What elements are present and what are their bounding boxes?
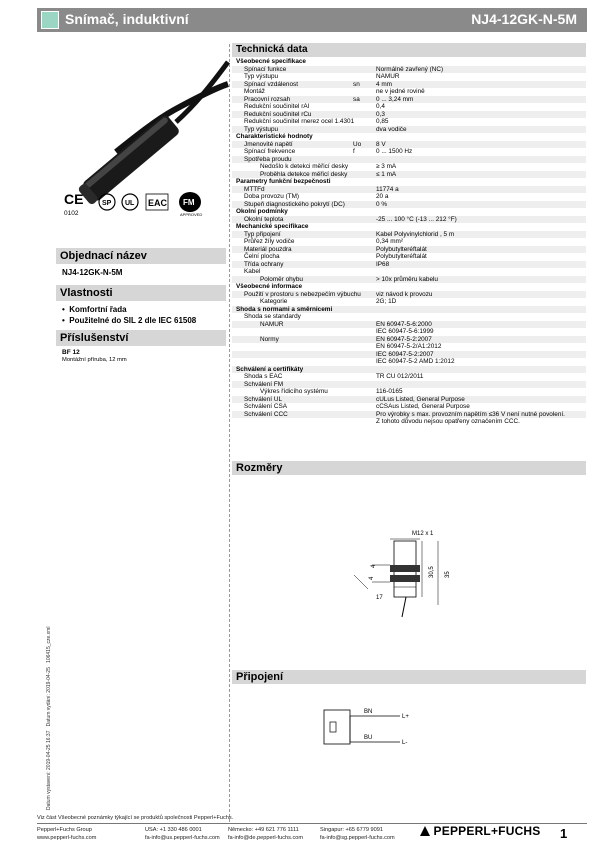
svg-text:17: 17 — [376, 595, 383, 601]
spec-row — [232, 171, 586, 179]
feature-item: • Komfortní řada — [62, 305, 127, 314]
spec-value: IEC 60947-5-6:1999 — [376, 328, 434, 335]
spec-symbol: sa — [353, 95, 360, 103]
svg-text:0102: 0102 — [64, 210, 79, 217]
spec-label: Pracovní rozsah — [244, 95, 291, 103]
spec-label: Shoda se standardy — [244, 313, 301, 320]
spec-row — [232, 88, 586, 96]
spec-label: Poloměr ohybu — [260, 275, 303, 283]
spec-label: Shoda s normami a směrnicemi — [236, 305, 333, 313]
spec-label: Redukční součinitel rnerez ocel 1.4301 — [244, 118, 355, 125]
spec-value: IEC 60947-5-2:2007 — [376, 350, 434, 358]
spec-row — [232, 351, 586, 359]
footer-usa-mail[interactable]: fa-info@us.pepperl-fuchs.com — [145, 835, 220, 841]
spec-row — [232, 396, 586, 404]
column-divider — [229, 44, 230, 822]
svg-text:SP: SP — [102, 200, 112, 207]
footer-de-mail[interactable]: fa-info@de.pepperl-fuchs.com — [228, 835, 304, 841]
spec-row — [232, 141, 586, 149]
spec-value: Normálně zavřený (NC) — [376, 65, 444, 73]
connection-title: Připojení — [232, 670, 586, 684]
spec-row — [232, 238, 586, 246]
spec-row — [232, 126, 586, 134]
spec-row — [232, 321, 586, 329]
footer-sg-phone: Singapur: +65 6779 9091 — [320, 827, 383, 833]
spec-value: Kabel Polyvinylchlorid , 5 m — [376, 230, 455, 238]
spec-label: Spínací funkce — [244, 65, 287, 73]
certification-marks — [62, 190, 222, 218]
svg-text:EAC: EAC — [148, 198, 168, 208]
spec-row — [232, 328, 586, 336]
spec-value: 4 mm — [376, 80, 392, 88]
spec-row — [232, 66, 586, 74]
spec-label: Stupeň diagnostického pokrytí (DC) — [244, 200, 345, 208]
spec-value: ne v jedné rovině — [376, 88, 425, 95]
spec-label: Typ výstupu — [244, 73, 279, 80]
spec-row — [232, 253, 586, 261]
spec-row — [232, 231, 586, 239]
spec-row — [232, 358, 586, 366]
document-header — [37, 8, 587, 32]
spec-value: EN 60947-5-2:2007 — [376, 335, 432, 343]
spec-row — [232, 81, 586, 89]
accessory-name: BF 12 — [62, 349, 80, 356]
spec-label: Schválení CSA — [244, 403, 287, 410]
spec-value: 11774 a — [376, 185, 399, 193]
feature-item: • Použitelné do SIL 2 dle IEC 61508 — [62, 316, 197, 325]
spec-label: Spotřeba proudu — [244, 155, 292, 163]
spec-group-heading — [232, 58, 586, 66]
spec-value: 0 % — [376, 200, 388, 208]
spec-row — [232, 148, 586, 156]
spec-value: TR CU 012/2011 — [376, 373, 424, 380]
spec-label: Kategorie — [260, 298, 288, 305]
spec-label: Typ připojení — [244, 230, 281, 238]
spec-group-heading — [232, 178, 586, 186]
spec-value: 0,34 mm² — [376, 238, 403, 245]
svg-text:FM: FM — [183, 198, 195, 207]
spec-row — [232, 276, 586, 284]
svg-text:UL: UL — [125, 200, 135, 207]
spec-label: Okolní teplota — [244, 215, 284, 223]
spec-label: Všeobecné specifikace — [236, 58, 306, 65]
spec-table — [232, 58, 586, 426]
spec-label: Schválení a certifikáty — [236, 365, 304, 373]
order-title: Objednací název — [56, 248, 226, 264]
footer-sg-mail[interactable]: fa-info@sg.pepperl-fuchs.com — [320, 835, 395, 841]
spec-row — [232, 373, 586, 381]
spec-value: IEC 60947-5-2 AMD 1:2012 — [376, 358, 455, 365]
spec-value: ≤ 1 mA — [376, 170, 397, 178]
accessories-title: Příslušenství — [56, 330, 226, 346]
svg-text:4: 4 — [371, 564, 377, 568]
spec-symbol: sn — [353, 80, 360, 88]
spec-label: Redukční součinitel rCu — [244, 110, 312, 118]
dimension-drawing — [340, 525, 450, 625]
spec-row — [232, 381, 586, 389]
spec-label: Typ výstupu — [244, 125, 279, 133]
category-square-icon — [41, 11, 59, 29]
dimensions-title: Rozměry — [232, 461, 586, 475]
spec-row — [232, 96, 586, 104]
spec-row — [232, 388, 586, 396]
spec-label: Všeobecné informace — [236, 283, 303, 290]
order-name: NJ4-12GK-N-5M — [62, 268, 123, 277]
spec-value: Pro výrobky s max. provozním napětím ≤36 V není nutné povolení. — [376, 410, 565, 418]
spec-value: Polybutylteréftalát — [376, 253, 427, 260]
spec-row — [232, 261, 586, 269]
spec-label: Charakteristické hodnoty — [236, 133, 313, 140]
spec-label: Spínací vzdálenost — [244, 80, 298, 88]
product-photo — [56, 40, 228, 170]
spec-value: viz návod k provozu — [376, 290, 433, 298]
accessory-desc: Montážní příruba, 12 mm — [62, 357, 127, 363]
svg-text:APPROVED: APPROVED — [180, 212, 203, 217]
spec-row — [232, 291, 586, 299]
spec-value: 2G; 1D — [376, 298, 397, 305]
spec-label: Doba provozu (TM) — [244, 193, 300, 200]
footer-web[interactable]: www.pepperl-fuchs.com — [37, 835, 97, 841]
spec-label: Proběhla detekce měřicí desky — [260, 170, 348, 178]
spec-value: Z tohoto důvodu nejsou opatřeny označením CCC. — [376, 418, 520, 425]
svg-text:BU: BU — [364, 735, 373, 741]
svg-text:CE: CE — [64, 191, 84, 207]
spec-label: Schválení CCC — [244, 410, 288, 418]
spec-value: 8 V — [376, 140, 386, 148]
spec-group-heading — [232, 208, 586, 216]
spec-label: Shoda s EAC — [244, 373, 283, 380]
spec-label: MTTFd — [244, 185, 265, 193]
spec-row — [232, 186, 586, 194]
footer-note: Viz část Všeobecné poznámky týkající se produktů společnosti Pepperl+Fuchs. — [37, 815, 234, 821]
spec-label: Použití v prostoru s nebezpečím výbuchu — [244, 290, 361, 298]
product-model: NJ4-12GK-N-5M — [471, 11, 577, 27]
spec-value: EN 60947-5-6:2000 — [376, 320, 432, 328]
page-number: 1 — [560, 826, 568, 841]
svg-text:L-: L- — [402, 740, 408, 746]
spec-group-heading — [232, 366, 586, 374]
svg-text:BN: BN — [364, 709, 373, 715]
footer-usa-phone: USA: +1 330 486 0001 — [145, 827, 202, 833]
spec-label: Mechanické specifikace — [236, 223, 309, 230]
logo-mark-icon — [420, 826, 430, 836]
spec-row — [232, 411, 586, 419]
spec-row — [232, 336, 586, 344]
spec-value: 20 a — [376, 193, 389, 200]
spec-label: Spínací frekvence — [244, 148, 296, 155]
spec-row — [232, 246, 586, 254]
spec-label: Kabel — [244, 268, 261, 275]
spec-row — [232, 298, 586, 306]
svg-text:35: 35 — [445, 571, 451, 578]
spec-row — [232, 118, 586, 126]
spec-group-heading — [232, 223, 586, 231]
svg-text:4: 4 — [369, 576, 375, 580]
connection-diagram — [320, 702, 440, 752]
spec-row — [232, 418, 586, 426]
spec-label: Okolní podmínky — [236, 208, 288, 215]
spec-value: EN 60947-5-2/A1:2012 — [376, 343, 442, 350]
footer-de-phone: Německo: +49 621 776 1111 — [228, 827, 299, 833]
spec-label: Montáž — [244, 88, 265, 95]
company-logo: PEPPERL+FUCHS — [420, 824, 541, 838]
spec-value: dva vodiče — [376, 125, 407, 133]
spec-value: IP68 — [376, 260, 390, 268]
spec-value: 0,3 — [376, 110, 385, 118]
side-metadata: Datum vystavení: 2019-04-25 16:37 Datum vydání: 2019-04-25 106415_cze.xml — [46, 626, 52, 810]
spec-value: > 10x průměru kabelu — [376, 275, 438, 283]
spec-label: Jmenovité napětí — [244, 140, 293, 148]
document-category-title: Snímač, induktivní — [65, 11, 189, 27]
spec-row — [232, 268, 586, 276]
spec-row — [232, 201, 586, 209]
spec-value: 0,4 — [376, 103, 385, 110]
spec-value: 116-0165 — [376, 388, 403, 395]
spec-row — [232, 111, 586, 119]
spec-group-heading — [232, 283, 586, 291]
spec-label: Redukční součinitel rAl — [244, 103, 310, 110]
spec-label: Třída ochrany — [244, 260, 284, 268]
spec-row — [232, 156, 586, 164]
spec-row — [232, 403, 586, 411]
spec-label: Parametry funkční bezpečnosti — [236, 178, 331, 185]
spec-label: NAMUR — [260, 320, 284, 328]
spec-value: -25 ... 100 °C (-13 ... 212 °F) — [376, 215, 457, 223]
svg-text:30,5: 30,5 — [429, 566, 435, 578]
spec-value: 0,85 — [376, 118, 389, 125]
spec-label: Schválení FM — [244, 380, 284, 388]
spec-value: cULus Listed, General Purpose — [376, 395, 465, 403]
spec-label: Normy — [260, 335, 279, 343]
spec-value: Polybutylteréftalát — [376, 245, 427, 253]
spec-row — [232, 343, 586, 351]
features-title: Vlastnosti — [56, 285, 226, 301]
spec-value: ≥ 3 mA — [376, 163, 397, 170]
spec-value: 0 ... 1500 Hz — [376, 148, 413, 155]
spec-label: Schválení UL — [244, 395, 283, 403]
spec-value: 0 ... 3,24 mm — [376, 95, 414, 103]
spec-value: NAMUR — [376, 73, 400, 80]
spec-symbol: Uo — [353, 140, 362, 148]
spec-row — [232, 73, 586, 81]
spec-label: Materiál pouzdra — [244, 245, 292, 253]
spec-label: Průřez žíly vodiče — [244, 238, 295, 245]
spec-label: Výkres řídicího systému — [260, 388, 328, 395]
tech-data-title: Technická data — [232, 43, 586, 57]
spec-label: Čelní plocha — [244, 253, 280, 260]
spec-group-heading — [232, 306, 586, 314]
spec-label: Nedošlo k detekci měřicí desky — [260, 163, 349, 170]
spec-row — [232, 163, 586, 171]
spec-row — [232, 193, 586, 201]
footer-company: Pepperl+Fuchs Group — [37, 827, 92, 833]
spec-row — [232, 216, 586, 224]
spec-row — [232, 313, 586, 321]
spec-row — [232, 103, 586, 111]
svg-text:L+: L+ — [402, 714, 409, 720]
spec-group-heading — [232, 133, 586, 141]
svg-text:M12 x 1: M12 x 1 — [412, 531, 434, 537]
spec-symbol: f — [353, 148, 355, 155]
spec-value: cCSAus Listed, General Purpose — [376, 403, 470, 410]
